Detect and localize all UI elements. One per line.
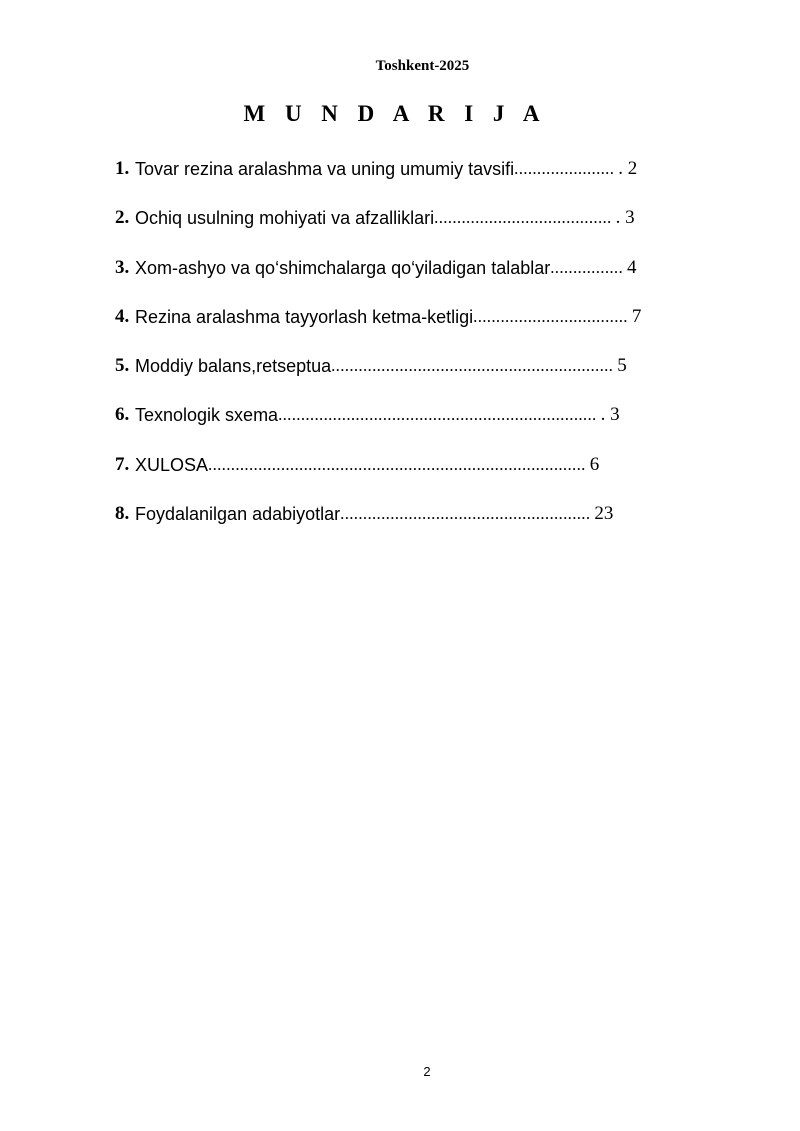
toc-item-number: 3.	[115, 256, 130, 278]
toc-item-page: 5	[617, 355, 627, 377]
toc-item[interactable]	[115, 303, 715, 352]
toc-item-text: Ochiq usulning mohiyati va afzalliklari	[135, 208, 435, 229]
toc-item-page: 6	[589, 453, 600, 475]
header-city-year: Toshkent-2025	[375, 58, 470, 74]
toc-item-number: 7.	[115, 453, 130, 475]
toc-item-text: Foydalanilgan adabiyotlar	[135, 504, 341, 525]
toc-item-leader-dots: ................	[550, 257, 624, 277]
toc-item[interactable]	[115, 155, 715, 204]
page-number: 2	[423, 1064, 431, 1079]
toc-item-page: . 3	[600, 404, 620, 426]
toc-item-text: Texnologik sxema	[135, 405, 279, 426]
toc-item-text: XULOSA	[135, 454, 209, 475]
toc-item-page: 4	[627, 256, 637, 278]
toc-item[interactable]	[115, 451, 715, 500]
toc-item-leader-dots: ..................................	[473, 306, 628, 326]
toc-item[interactable]	[115, 204, 715, 253]
toc-item-text: Rezina aralashma tayyorlash ketma-ketligi	[135, 306, 474, 327]
toc-item-leader-dots: ...................................................................................	[208, 454, 586, 474]
toc-item-text: Xom-ashyo va qo‘shimchalarga qo‘yiladigan talablar	[135, 257, 551, 278]
toc-item-number: 1.	[115, 158, 130, 179]
toc-item[interactable]	[115, 401, 715, 450]
toc-item-leader-dots: .......................................................	[340, 504, 591, 524]
toc-item[interactable]	[115, 254, 715, 303]
toc-item-number: 2.	[115, 207, 130, 229]
toc-item-page: 23	[594, 503, 614, 525]
table-of-contents	[115, 155, 715, 549]
toc-item-leader-dots: .......................................	[434, 208, 612, 228]
toc-item-number: 5.	[115, 355, 130, 377]
toc-item[interactable]	[115, 500, 715, 549]
toc-item-page: 7	[631, 305, 642, 327]
toc-item-page: . 3	[615, 207, 635, 229]
toc-item-number: 8.	[115, 503, 130, 525]
toc-item-text: Moddiy balans,retseptua	[135, 356, 332, 377]
toc-item-leader-dots: ..............................................................	[331, 356, 614, 376]
toc-item-number: 6.	[115, 404, 130, 426]
toc-item[interactable]	[115, 352, 715, 401]
toc-title: M U N D A R I J A	[243, 101, 547, 126]
toc-item-number: 4.	[115, 305, 130, 327]
toc-item-page: . 2	[618, 158, 638, 179]
toc-item-text: Tovar rezina aralashma va uning umumiy tavsifi	[135, 159, 515, 179]
toc-item-leader-dots: ......................................................................	[278, 405, 597, 425]
toc-item-leader-dots: ......................	[514, 159, 615, 178]
